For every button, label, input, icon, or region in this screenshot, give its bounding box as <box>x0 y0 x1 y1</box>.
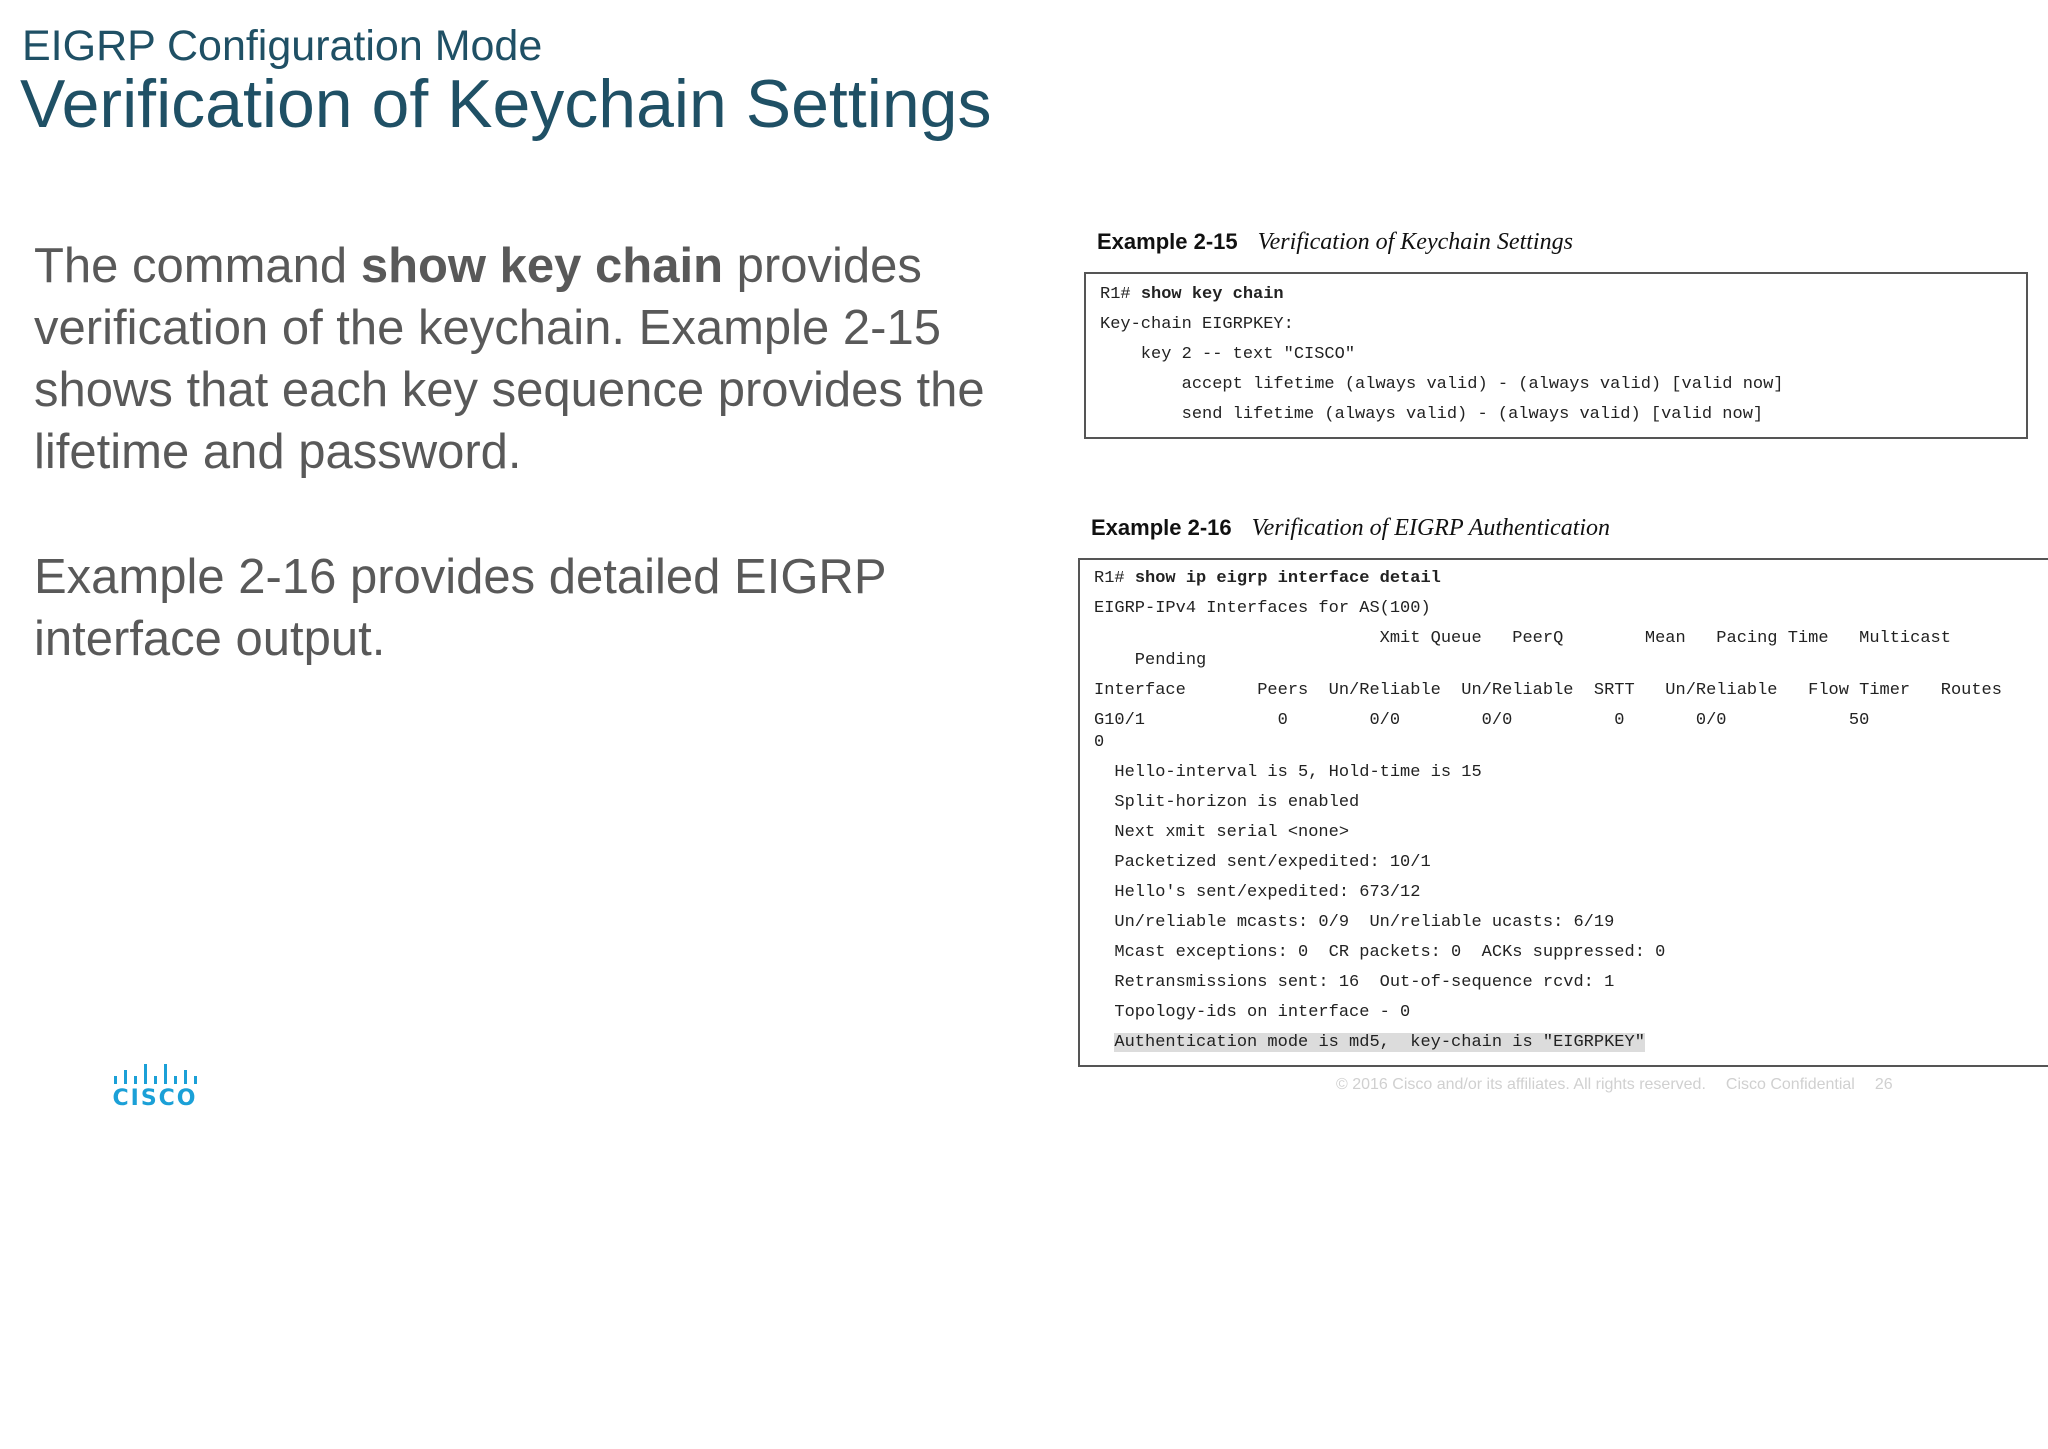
example1-caption <box>1097 228 1573 256</box>
footer-page-number: 26 <box>1874 1076 1893 1093</box>
code-text: Split-horizon is enabled <box>1094 793 1360 812</box>
code-text: 0 <box>1094 733 1105 752</box>
code-text: Un/reliable mcasts: 0/9 Un/reliable ucasts: 6/19 <box>1094 913 1615 932</box>
code-line <box>1094 822 1349 844</box>
code-line <box>1100 344 1355 366</box>
code-line <box>1094 1002 1410 1024</box>
code-text: Topology-ids on interface - 0 <box>1094 1003 1411 1022</box>
slide-title: Verification of Keychain Settings <box>20 66 992 142</box>
code-text: Hello-interval is 5, Hold-time is 15 <box>1094 763 1482 782</box>
code-text: EIGRP-IPv4 Interfaces for AS(100) <box>1094 599 1431 618</box>
code-highlight: Authentication mode is md5, key-chain is "EIGRPKEY" <box>1114 1033 1645 1052</box>
code-text: Pending <box>1094 651 1207 670</box>
cisco-bridge-icon <box>112 1060 198 1086</box>
code-text: send lifetime (always valid) - (always valid) [valid now] <box>1100 405 1764 424</box>
code-line <box>1094 732 1104 754</box>
para1-pre: The command <box>34 239 361 293</box>
code-line <box>1094 598 1431 620</box>
example1-code-box <box>1084 272 2028 439</box>
code-text: accept lifetime (always valid) - (always valid) [valid now] <box>1100 375 1784 394</box>
example2-code-box <box>1078 558 2048 1067</box>
code-line <box>1094 568 1441 590</box>
code-text <box>1094 1033 1114 1052</box>
cisco-logo <box>112 1060 198 1110</box>
second-paragraph: Example 2-16 provides detailed EIGRP interface output. <box>34 550 886 666</box>
example2-caption <box>1091 514 1610 542</box>
code-line <box>1100 404 1763 426</box>
code-text: Next xmit serial <none> <box>1094 823 1350 842</box>
cisco-wordmark: CISCO <box>112 1086 198 1111</box>
example2-number: Example 2-16 <box>1091 515 1232 540</box>
para1-post: provides verification of the keychain. Example 2-15 shows that each key sequence provides the lifetime and password. <box>34 239 985 479</box>
code-line <box>1094 680 2002 702</box>
code-line <box>1094 628 1951 650</box>
intro-paragraph <box>34 235 1014 483</box>
code-text: G10/1 0 0/0 0/0 0 0/0 50 <box>1094 711 1870 730</box>
code-text: Xmit Queue PeerQ Mean Pacing Time Multicast <box>1094 629 1951 648</box>
code-line <box>1094 762 1482 784</box>
code-command: show key chain <box>1140 285 1284 304</box>
code-line <box>1094 882 1420 904</box>
code-line <box>1100 374 1784 396</box>
footer-confidential: Cisco Confidential <box>1725 1076 1855 1093</box>
code-line <box>1094 912 1614 934</box>
code-line <box>1094 710 1869 732</box>
code-line <box>1094 650 1206 672</box>
footer <box>1336 1076 1913 1094</box>
code-prompt: R1# <box>1100 285 1131 304</box>
code-line <box>1100 284 1284 306</box>
example1-title: Verification of Keychain Settings <box>1257 229 1573 255</box>
example2-title: Verification of EIGRP Authentication <box>1251 515 1611 541</box>
code-text: Packetized sent/expedited: 10/1 <box>1094 853 1431 872</box>
code-text: Mcast exceptions: 0 CR packets: 0 ACKs suppressed: 0 <box>1094 943 1666 962</box>
code-line <box>1094 792 1359 814</box>
slide-subtitle: EIGRP Configuration Mode <box>22 22 543 70</box>
code-line <box>1100 314 1294 336</box>
code-text: Interface Peers Un/Reliable Un/Reliable SRTT Un/Reliable Flow Timer Routes <box>1094 681 2002 700</box>
code-text: Hello's sent/expedited: 673/12 <box>1094 883 1421 902</box>
code-line <box>1094 852 1431 874</box>
code-text: key 2 -- text "CISCO" <box>1100 345 1356 364</box>
code-line <box>1094 972 1614 994</box>
code-prompt: R1# <box>1094 569 1125 588</box>
code-line <box>1094 942 1665 964</box>
command-name: show key chain <box>360 239 724 293</box>
footer-copyright: © 2016 Cisco and/or its affiliates. All rights reserved. <box>1336 1076 1706 1093</box>
code-line <box>1094 1032 1645 1054</box>
code-text: Key-chain EIGRPKEY: <box>1100 315 1294 334</box>
code-text: Retransmissions sent: 16 Out-of-sequence rcvd: 1 <box>1094 973 1615 992</box>
example1-number: Example 2-15 <box>1097 229 1238 254</box>
code-command: show ip eigrp interface detail <box>1134 569 1441 588</box>
